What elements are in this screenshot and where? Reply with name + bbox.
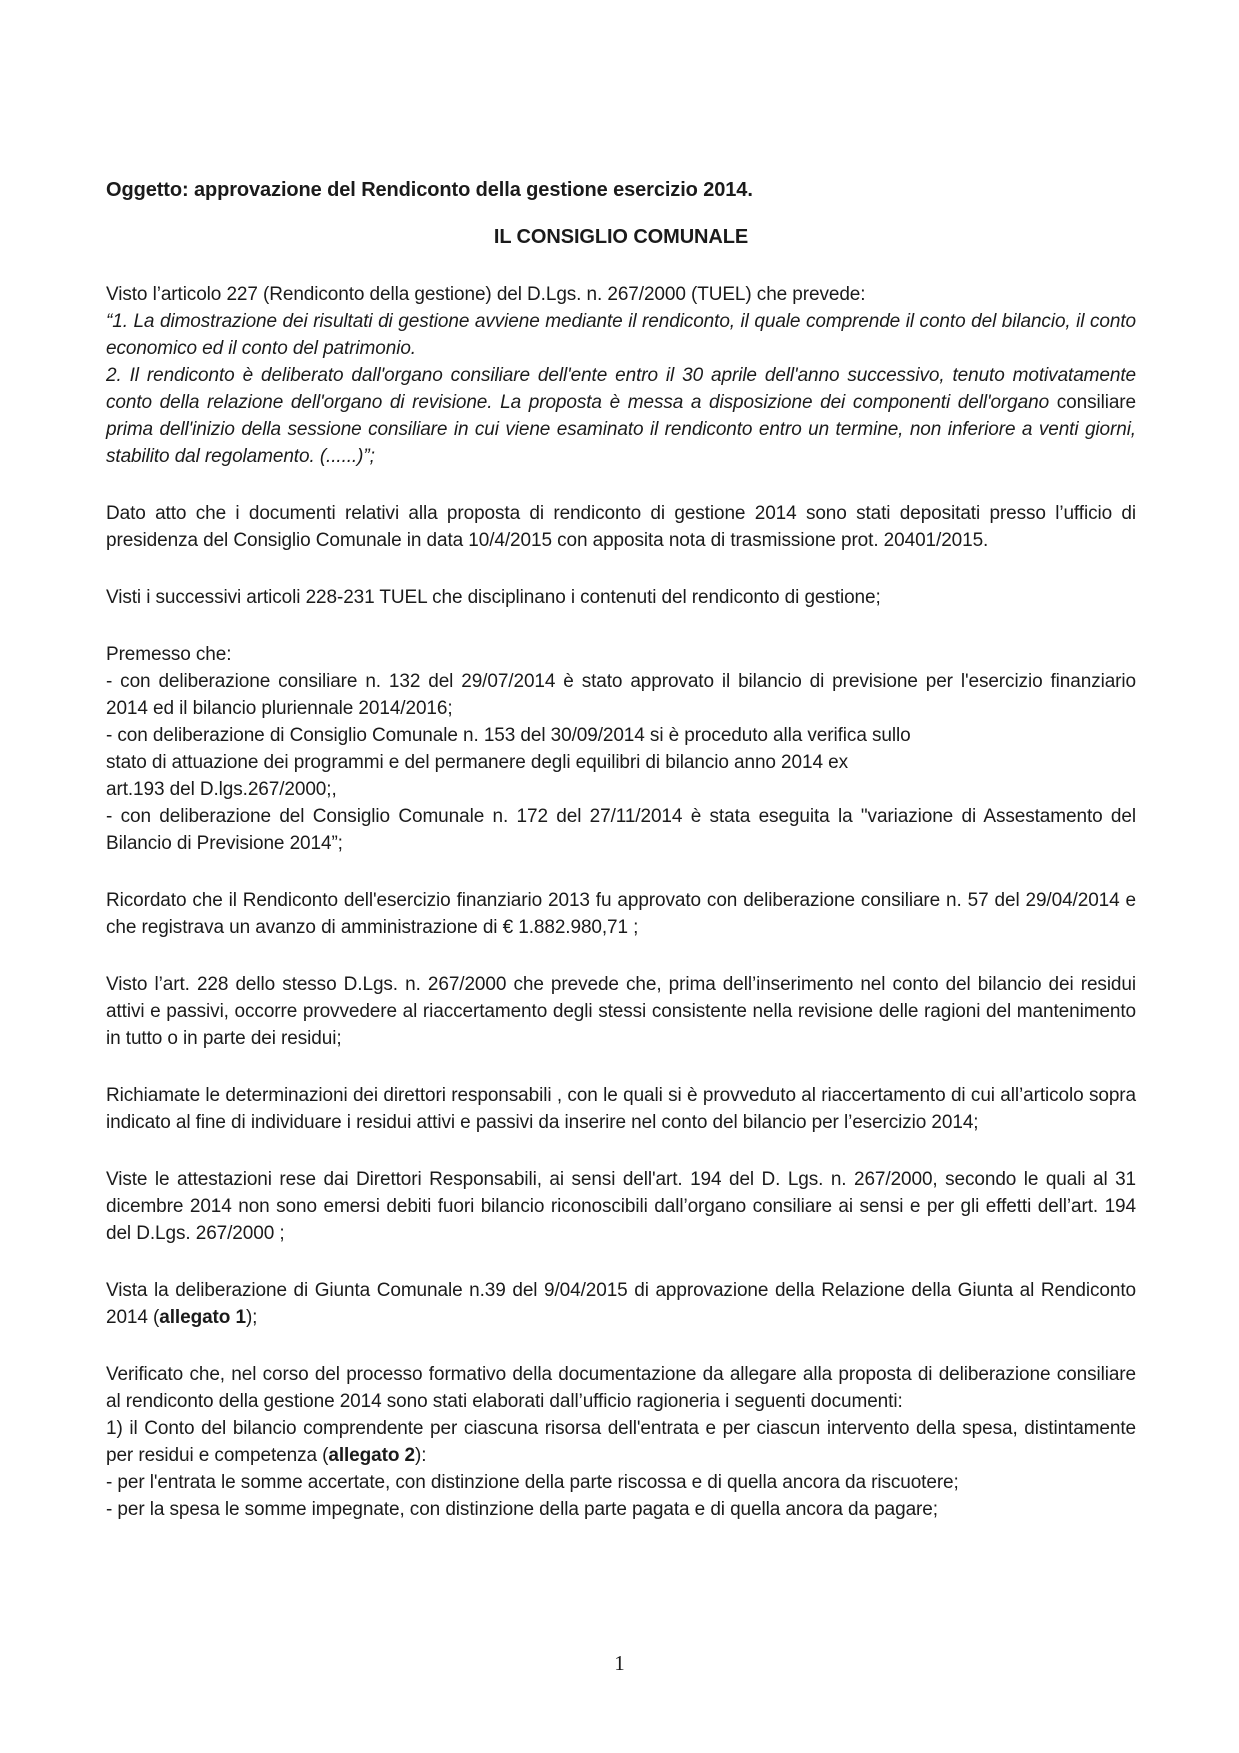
verificato-dash-2: - per la spesa le somme impegnate, con distinzione della parte pagata e di quella ancora da pagare; [106, 1499, 938, 1520]
premesso-header: Premesso che: [106, 644, 232, 665]
text-line: Richiamate le determinazioni dei direttori responsabili , con le quali si è provveduto al riaccertamento di cui all’articolo sopra indicato al fine di individuare i residui attivi e passivi da inserire nel conto del bilancio per l’esercizio 2014; [106, 1085, 1136, 1133]
text-line [106, 1277, 1136, 1331]
text-segment: 2. Il rendiconto è deliberato dall'organo consiliare dell'ente entro il 30 aprile dell'anno successivo, tenuto motivatamente conto della relazione dell'organo di revisione. La proposta è messa a disposizione dei componenti dell'organo [106, 365, 1136, 413]
text-segment: ); [245, 1307, 258, 1328]
text-line: Verificato che, nel corso del processo formativo della documentazione da allegare alla proposta di deliberazione consiliare al rendiconto della gestione 2014 sono stati elaborati dall’ufficio ragioneria i seguenti documenti: [106, 1364, 1136, 1412]
paragraph-visto-articolo-227 [106, 281, 1136, 470]
text-line: Visto l’articolo 227 (Rendiconto della gestione) del D.Lgs. n. 267/2000 (TUEL) che prevede: [106, 284, 866, 305]
paragraph-premesso [106, 641, 1136, 857]
allegato-2-reference: allegato 2 [328, 1445, 416, 1466]
verificato-dash-1: - per l'entrata le somme accertate, con distinzione della parte riscossa e di quella ancora da riscuotere; [106, 1472, 959, 1493]
paragraph-verificato [106, 1361, 1136, 1523]
text-line: Viste le attestazioni rese dai Direttori Responsabili, ai sensi dell'art. 194 del D. Lgs. n. 267/2000, secondo le quali al 31 dicembre 2014 non sono emersi debiti fuori bilancio riconoscibili dall’organo consiliare ai sensi e per gli effetti dell’art. 194 del D.Lgs. 267/2000 ; [106, 1169, 1136, 1244]
premesso-item-1: - con deliberazione consiliare n. 132 del 29/07/2014 è stato approvato il bilancio di previsione per l'esercizio finanziario 2014 ed il bilancio pluriennale 2014/2016; [106, 671, 1136, 719]
text-segment: consiliare [1056, 392, 1136, 413]
text-line: Visti i successivi articoli 228-231 TUEL che disciplinano i contenuti del rendiconto di gestione; [106, 587, 881, 608]
text-segment: Vista la deliberazione di Giunta Comunale n.39 del 9/04/2015 di approvazione della Relazione della Giunta al Rendiconto 2014 ( [106, 1280, 1136, 1328]
text-line: Visto l’art. 228 dello stesso D.Lgs. n. 267/2000 che prevede che, prima dell’inserimento nel conto del bilancio dei residui attivi e passivi, occorre provvedere al riaccertamento degli stessi consistente nella revisione delle ragioni del mantenimento in tutto o in parte dei residui; [106, 974, 1136, 1049]
paragraph-visti-articoli [106, 584, 1136, 611]
quoted-law-text-2 [106, 362, 1136, 470]
paragraph-viste-attestazioni [106, 1166, 1136, 1247]
quoted-law-text-1: “1. La dimostrazione dei risultati di gestione avviene mediante il rendiconto, il quale comprende il conto del bilancio, il conto economico ed il conto del patrimonio. [106, 311, 1136, 359]
premesso-item-3: - con deliberazione del Consiglio Comunale n. 172 del 27/11/2014 è stata eseguita la "variazione di Assestamento del Bilancio di Previsione 2014”; [106, 806, 1136, 854]
paragraph-ricordato [106, 887, 1136, 941]
page-number: 1 [614, 1651, 625, 1675]
document-body [106, 177, 1136, 1523]
text-segment: ): [415, 1445, 427, 1466]
paragraph-richiamate [106, 1082, 1136, 1136]
text-segment: prima dell'inizio della sessione consiliare in cui viene esaminato il rendiconto entro un termine, non inferiore a venti giorni, stabilito dal regolamento. (......)”; [106, 419, 1136, 467]
verificato-item-1 [106, 1415, 1136, 1469]
text-line: Dato atto che i documenti relativi alla proposta di rendiconto di gestione 2014 sono stati depositati presso l’ufficio di presidenza del Consiglio Comunale in data 10/4/2015 con apposita nota di trasmissione prot. 20401/2015. [106, 503, 1136, 551]
paragraph-visto-art-228 [106, 971, 1136, 1052]
allegato-1-reference: allegato 1 [159, 1307, 246, 1328]
paragraph-vista-giunta [106, 1277, 1136, 1331]
premesso-item-2-line-2: stato di attuazione dei programmi e del permanere degli equilibri di bilancio anno 2014 ex [106, 752, 848, 773]
council-heading: IL CONSIGLIO COMUNALE [493, 226, 749, 248]
paragraph-dato-atto [106, 500, 1136, 554]
document-subject: Oggetto: approvazione del Rendiconto della gestione esercizio 2014. [106, 179, 753, 201]
text-segment: 1) il Conto del bilancio comprendente per ciascuna risorsa dell'entrata e per ciascun intervento della spesa, distintamente per residui e competenza ( [106, 1418, 1136, 1466]
text-line: Ricordato che il Rendiconto dell'esercizio finanziario 2013 fu approvato con deliberazione consiliare n. 57 del 29/04/2014 e che registrava un avanzo di amministrazione di € 1.882.980,71 ; [106, 890, 1136, 938]
premesso-item-2-line-3: art.193 del D.lgs.267/2000;, [106, 779, 337, 800]
premesso-item-2-line-1: - con deliberazione di Consiglio Comunale n. 153 del 30/09/2014 si è proceduto alla verifica sullo [106, 725, 911, 746]
